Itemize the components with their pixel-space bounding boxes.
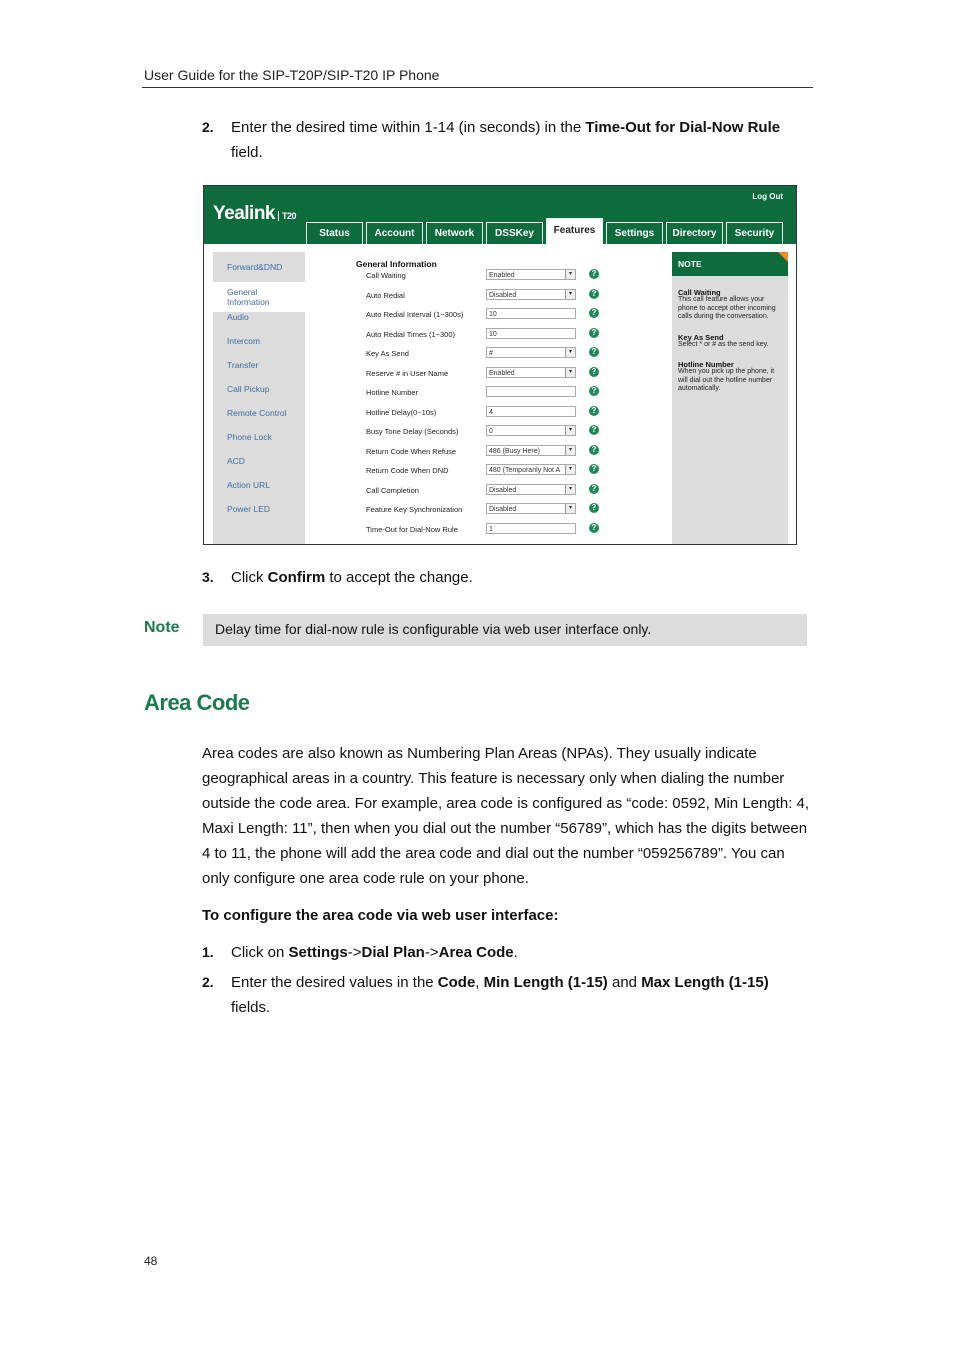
section-paragraph: Area codes are also known as Numbering Plan Areas (NPAs). They usually indicate geographical areas in a country. This feature is necessary only when dialing the number outside the code area. For example, area code is configured as “code: 0592, Min Length: 4, Maxi Length: 11”, then when you dial out the number “56789”, which has the digits between 4 to 11, the phone will add the area code and dial out the number “059256789”. You can only configure one area code rule on your phone. [202,745,810,887]
text-run: and [607,974,642,991]
help-icon[interactable]: ? [589,367,599,377]
top-bar [204,186,796,244]
note-item-title: Hotline Number [678,360,734,369]
ui-path-label: Area Code [438,944,514,961]
sidebar-item-action-url[interactable]: Action URL [227,480,270,490]
chevron-down-icon: ▾ [565,446,575,455]
help-icon[interactable]: ? [589,445,599,455]
select-field[interactable]: # ▾ [486,347,576,358]
yealink-logo: Yealink T20 [213,203,297,224]
tab-features[interactable]: Features [546,218,603,244]
chevron-down-icon: ▾ [565,465,575,474]
field-label: Key As Send [366,349,409,358]
help-icon[interactable]: ? [589,464,599,474]
note-corner-flag [778,252,788,262]
help-icon[interactable]: ? [589,484,599,494]
text-run: -> [347,944,362,961]
ui-path-label: Min Length (1-15) [483,974,608,991]
help-icon[interactable]: ? [589,523,599,533]
sidebar-item-audio[interactable]: Audio [227,312,249,322]
text-run: . [513,944,518,961]
procedure-list [0,940,954,1020]
field-label: Hotline Number [366,388,419,397]
select-field[interactable]: 486 (Busy Here) ▾ [486,445,576,456]
field-label: Busy Tone Delay (Seconds) [366,427,459,436]
field-label: Call Completion [366,485,419,495]
ui-path-label: Settings [288,944,348,961]
chevron-down-icon: ▾ [565,485,575,494]
text-field[interactable]: 10 [486,328,576,339]
field-label: Return Code When DND [366,466,449,475]
text-field[interactable]: 4 [486,406,576,417]
help-icon[interactable]: ? [589,328,599,338]
field-label: Call Waiting [366,271,406,280]
field-label: Hotline Delay(0~10s) [366,407,437,417]
chevron-down-icon: ▾ [565,426,575,435]
chevron-down-icon: ▾ [565,368,575,377]
field-label: Auto Redial Interval (1~300s) [366,310,464,319]
page-number: 48 [144,1254,158,1268]
step-text: Enter the desired time within 1-14 (in seconds) in the Time-Out for Dial-Now Rule [231,119,781,136]
sidebar-item-general-information[interactable]: General Information [213,282,305,312]
field-name: Time-Out for Dial-Now Rule [585,119,781,136]
text-field[interactable] [486,386,576,397]
web-ui-screenshot [203,185,797,545]
field-label: Time-Out for Dial-Now Rule [366,524,458,534]
note-item-title: Key As Send [678,333,724,342]
note-item-body: Select * or # as the send key. [678,341,769,348]
header-rule [142,87,813,88]
help-icon[interactable]: ? [589,406,599,416]
ui-path-label: Code [437,974,476,991]
note-box: Delay time for dial-now rule is configurable via web user interface only. [203,614,807,646]
field-label: Feature Key Synchronization [366,505,463,514]
sidebar-item-intercom[interactable]: Intercom [227,336,261,346]
note-item-title: Call Waiting [678,288,721,297]
text-field[interactable]: 10 [486,308,576,319]
step-text: Click Confirm to accept the change. [231,569,473,586]
tab-dsskey[interactable]: DSSKey [486,222,543,244]
tab-status[interactable]: Status [306,222,363,244]
select-field[interactable]: Enabled ▾ [486,269,576,280]
field-label: Auto Redial Times (1~300) [366,329,456,339]
step-number: 3. [202,569,214,585]
step-text [231,970,811,995]
section-title: General Information [356,259,437,269]
help-icon[interactable]: ? [589,503,599,513]
sidebar-item-acd[interactable]: ACD [227,456,245,466]
help-icon[interactable]: ? [589,269,599,279]
select-field[interactable]: Disabled ▾ [486,484,576,495]
step-text [231,940,811,965]
text-field[interactable]: 1 [486,523,576,534]
sidebar-item-transfer[interactable]: Transfer [227,360,259,370]
help-icon[interactable]: ? [589,386,599,396]
note-header: NOTE [672,252,788,276]
ui-path-label: Max Length (1-15) [641,974,769,991]
help-icon[interactable]: ? [589,347,599,357]
select-field[interactable]: Disabled ▾ [486,289,576,300]
field-label: Auto Redial [366,290,405,300]
settings-form [306,252,668,544]
step-confirm [0,565,954,590]
text-run: -> [424,944,439,961]
tab-security[interactable]: Security [726,222,783,244]
section-heading: Area Code [144,690,250,715]
step-number: 2. [202,119,214,135]
field-label: Reserve # in User Name [366,368,449,378]
note-pane [672,252,788,544]
sidebar [213,252,305,544]
step-text-line2: fields. [231,999,271,1016]
procedure-heading: To configure the area code via web user interface: [202,907,559,924]
step-time-out [0,115,954,165]
sidebar-item-call-pickup[interactable]: Call Pickup [227,384,270,394]
note-item-body: When you pick up the phone, it will dial out the hotline number automatically. [678,368,775,392]
step-number: 2. [202,974,214,990]
sidebar-item-phone-lock[interactable]: Phone Lock [227,432,272,442]
select-field[interactable]: Disabled ▾ [486,503,576,514]
confirm-label: Confirm [267,569,326,586]
help-icon[interactable]: ? [589,425,599,435]
text-run: Click on [231,944,289,961]
sidebar-item-remote-control[interactable]: Remote Control [227,408,287,418]
running-header: User Guide for the SIP-T20P/SIP-T20 IP Phone [144,67,440,83]
tab-directory[interactable]: Directory [666,222,723,244]
sidebar-item-forward-dnd[interactable]: Forward&DND [227,262,283,272]
select-field[interactable]: Enabled ▾ [486,367,576,378]
step-number: 1. [202,944,214,960]
note-item-body: This call feature allows your phone to accept other incoming calls during the conversation. [678,296,776,320]
tab-settings[interactable]: Settings [606,222,663,244]
chevron-down-icon: ▾ [565,290,575,299]
ui-path-label: Dial Plan [361,944,425,961]
note-label: Note [144,619,180,636]
chevron-down-icon: ▾ [565,348,575,357]
chevron-down-icon: ▾ [565,504,575,513]
help-icon[interactable]: ? [589,308,599,318]
select-field[interactable]: 480 (Temporarily Not A ▾ [486,464,576,475]
chevron-down-icon: ▾ [565,270,575,279]
step-text-line2: field. [231,144,263,161]
text-run: Enter the desired values in the [231,974,438,991]
field-label: Return Code When Refuse [366,446,457,456]
help-icon[interactable]: ? [589,289,599,299]
sidebar-item-power-led[interactable]: Power LED [227,504,270,514]
select-field[interactable]: 0 ▾ [486,425,576,436]
tab-network[interactable]: Network [426,222,483,244]
text-run: , [475,974,484,991]
logout-link[interactable]: Log Out [752,192,783,201]
tab-account[interactable]: Account [366,222,423,244]
